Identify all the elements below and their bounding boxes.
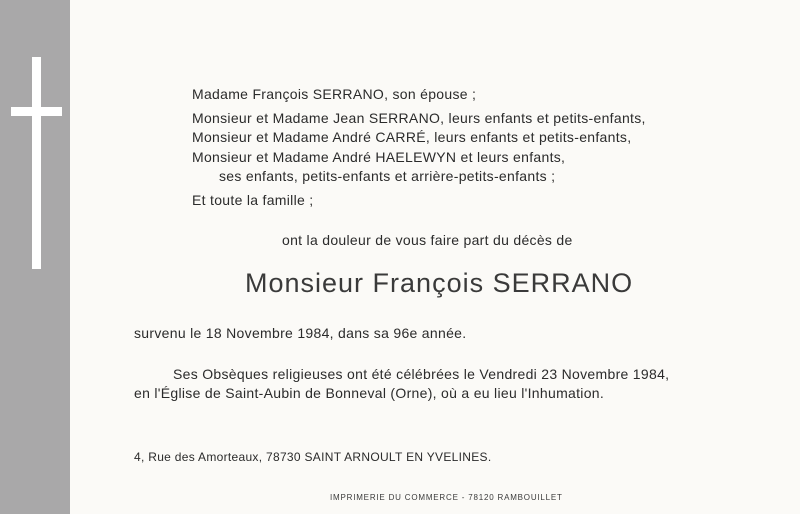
announcement-text: ont la douleur de vous faire part du décès de <box>282 232 573 248</box>
deceased-name: Monsieur François SERRANO <box>245 268 634 298</box>
family-line-serrano: Monsieur et Madame Jean SERRANO, leurs enfants et petits-enfants, <box>192 110 646 126</box>
printer-credit: IMPRIMERIE DU COMMERCE - 78120 RAMBOUILLET <box>330 493 563 502</box>
family-line-carre: Monsieur et Madame André CARRÉ, leurs enfants et petits-enfants, <box>192 129 632 145</box>
family-line-descendants: ses enfants, petits-enfants et arrière-petits-enfants ; <box>219 168 556 184</box>
mourning-band <box>0 0 70 514</box>
funeral-line-2: en l'Église de Saint-Aubin de Bonneval (Orne), où a eu lieu l'Inhumation. <box>134 385 605 401</box>
family-line-haelewyn: Monsieur et Madame André HAELEWYN et leurs enfants, <box>192 149 566 165</box>
cross-icon <box>32 57 41 269</box>
death-info: survenu le 18 Novembre 1984, dans sa 96e année. <box>134 325 467 341</box>
family-address: 4, Rue des Amorteaux, 78730 SAINT ARNOULT EN YVELINES. <box>134 450 492 464</box>
cross-icon-bar <box>11 107 62 116</box>
family-line-spouse: Madame François SERRANO, son épouse ; <box>192 86 477 102</box>
family-line-all: Et toute la famille ; <box>192 192 314 208</box>
funeral-line-1: Ses Obsèques religieuses ont été célébrées le Vendredi 23 Novembre 1984, <box>173 366 670 382</box>
